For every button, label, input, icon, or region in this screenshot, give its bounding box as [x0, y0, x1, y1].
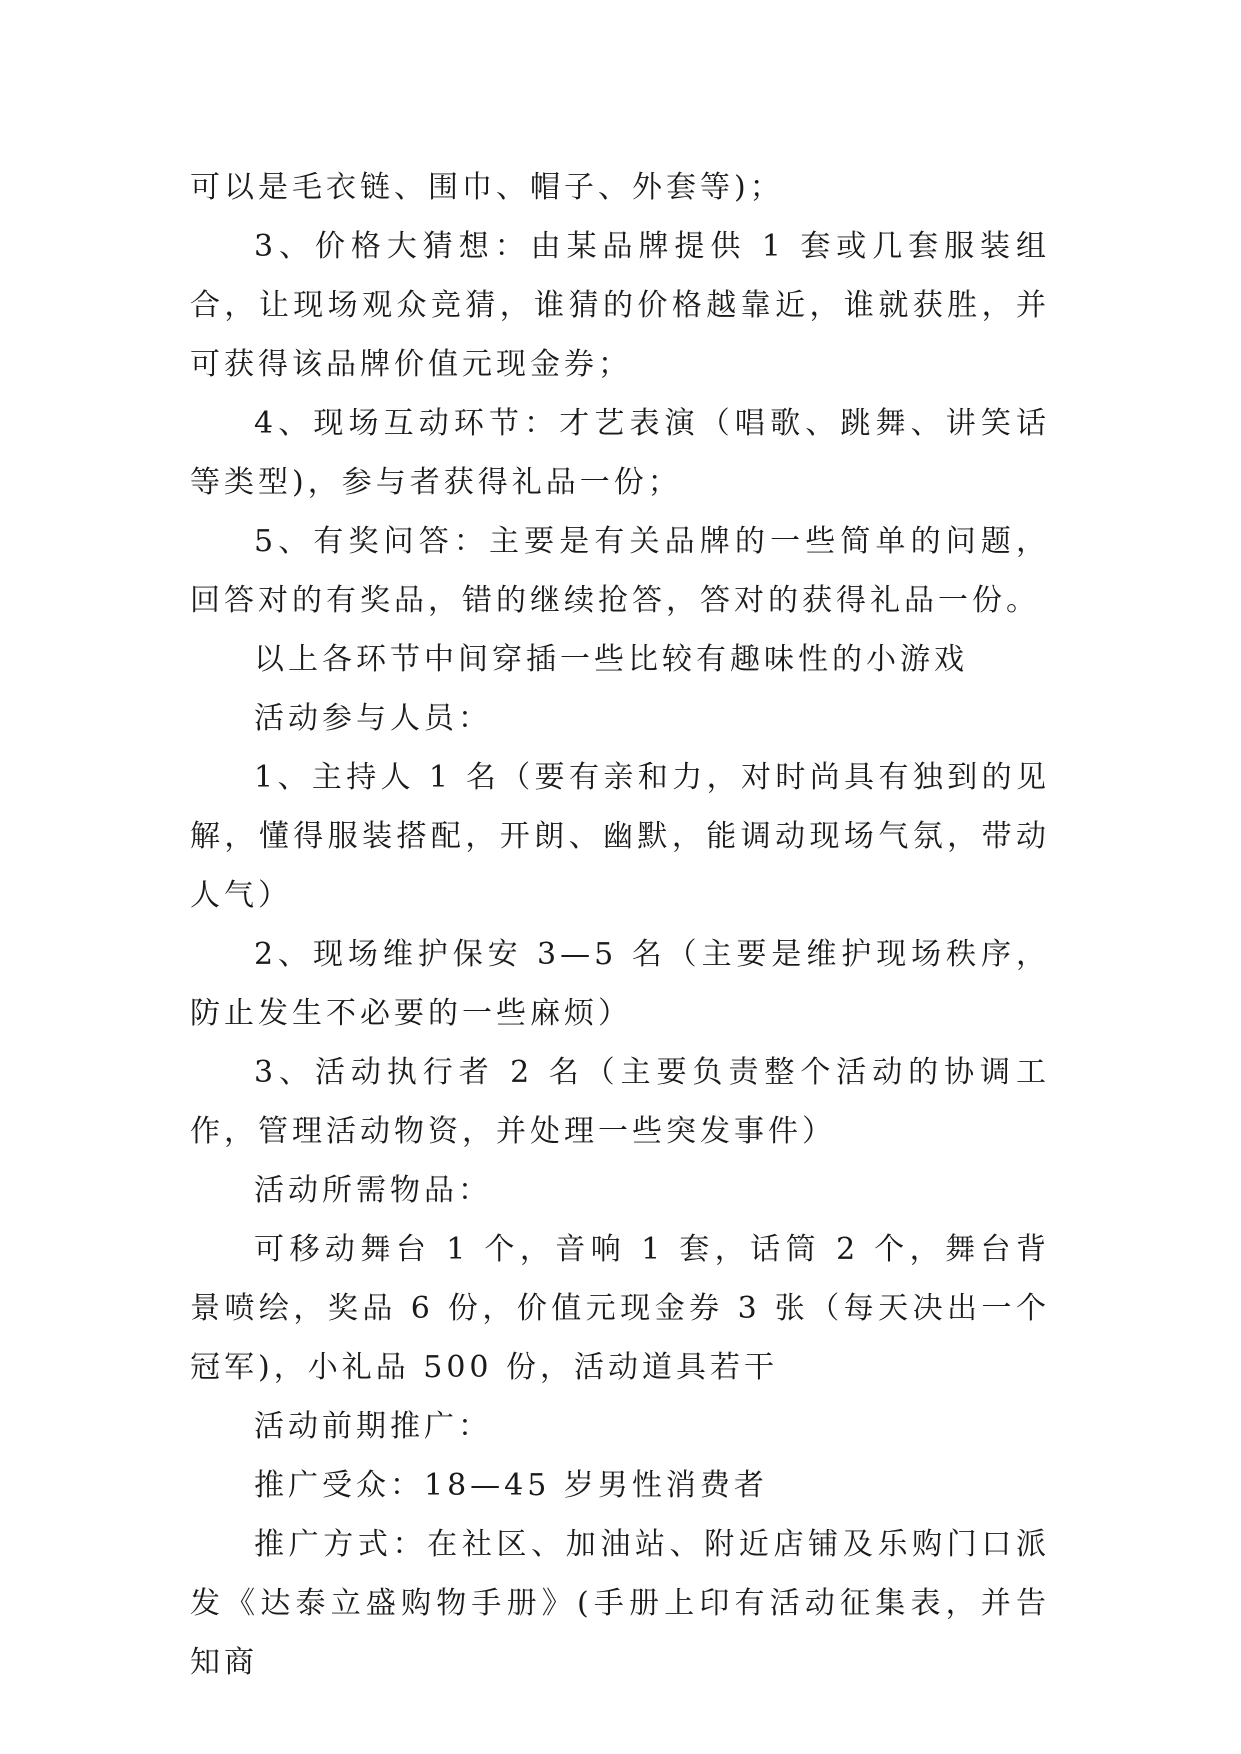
paragraph: 4、现场互动环节：才艺表演（唱歌、跳舞、讲笑话等类型)，参与者获得礼品一份； [190, 406, 1050, 500]
section-heading: 活动所需物品： [254, 1173, 492, 1208]
section-heading: 活动前期推广： [254, 1409, 492, 1444]
paragraph: 推广方式：在社区、加油站、附近店铺及乐购门口派发《达泰立盛购物手册》(手册上印有活动征集表，并告知商 [190, 1527, 1050, 1680]
paragraph: 可移动舞台 1 个，音响 1 套，话筒 2 个，舞台背景喷绘，奖品 6 份，价值元现金券 3 张（每天决出一个冠军)，小礼品 500 份，活动道具若干 [190, 1232, 1050, 1385]
paragraph: 可以是毛衣链、围巾、帽子、外套等)； [190, 170, 784, 205]
paragraph: 以上各环节中间穿插一些比较有趣味性的小游戏 [254, 642, 968, 677]
paragraph: 2、现场维护保安 3—5 名（主要是维护现场秩序，防止发生不必要的一些麻烦） [190, 937, 1050, 1031]
paragraph: 1、主持人 1 名（要有亲和力，对时尚具有独到的见解，懂得服装搭配，开朗、幽默，能调动现场气氛，带动人气） [190, 760, 1050, 913]
section-heading: 活动参与人员： [254, 701, 492, 736]
paragraph: 3、价格大猜想：由某品牌提供 1 套或几套服装组合，让现场观众竞猜，谁猜的价格越靠近，谁就获胜，并可获得该品牌价值元现金券； [190, 229, 1050, 382]
paragraph: 推广受众：18—45 岁男性消费者 [254, 1468, 768, 1503]
paragraph: 5、有奖问答：主要是有关品牌的一些简单的问题，回答对的有奖品，错的继续抢答，答对的获得礼品一份。 [190, 524, 1050, 618]
paragraph: 3、活动执行者 2 名（主要负责整个活动的协调工作，管理活动物资，并处理一些突发事件） [190, 1055, 1050, 1149]
document-body [190, 158, 1050, 1692]
